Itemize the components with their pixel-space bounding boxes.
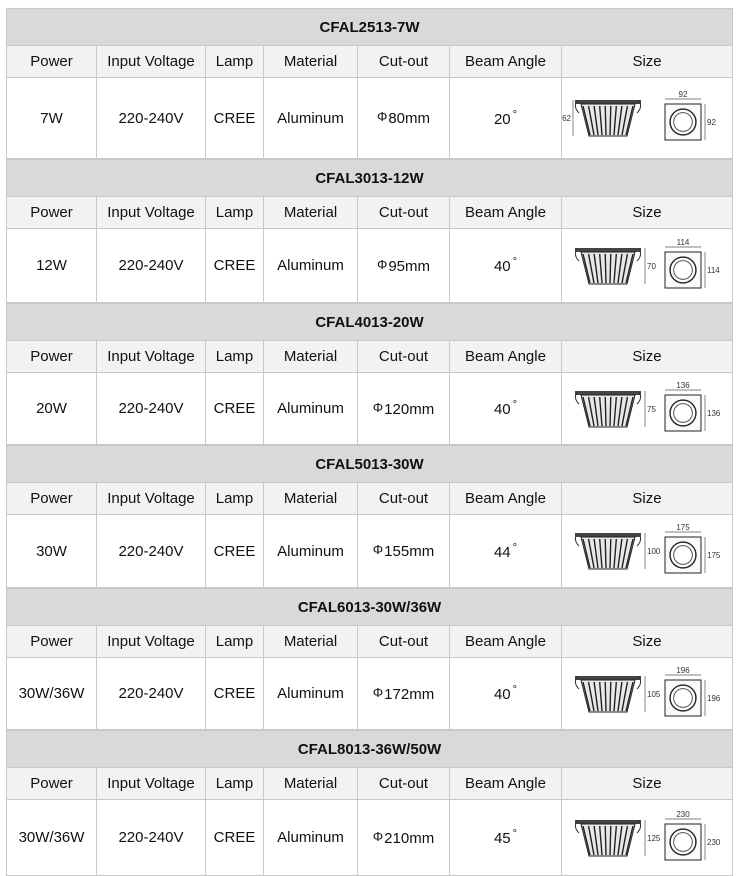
beam-angle-value [450, 800, 562, 876]
header-row [7, 46, 733, 78]
beam-angle-value [450, 373, 562, 445]
data-row [7, 515, 733, 588]
material-value: Aluminum [264, 800, 358, 876]
header-material: Material [264, 483, 358, 515]
spec-sheet [6, 8, 732, 876]
model-title: CFAL6013-30W/36W [7, 589, 733, 626]
width-dimension-label: 196 [676, 665, 690, 675]
header-size: Size [562, 46, 733, 78]
beam-angle-number: 45 [493, 830, 511, 847]
model-title: CFAL2513-7W [7, 9, 733, 46]
header-power: Power [7, 768, 97, 800]
width-dimension-label: 136 [676, 380, 690, 390]
voltage-value: 220-240V [97, 229, 206, 303]
side-dimension-label: 175 [707, 551, 721, 560]
header-lamp: Lamp [206, 483, 264, 515]
product-block [6, 730, 733, 876]
material-value: Aluminum [264, 515, 358, 588]
header-beam-angle: Beam Angle [450, 483, 562, 515]
top-view-lens [674, 260, 693, 279]
power-value: 30W [7, 515, 97, 588]
data-row [7, 658, 733, 730]
header-input-voltage: Input Voltage [97, 768, 206, 800]
header-beam-angle: Beam Angle [450, 46, 562, 78]
cutout-value [358, 800, 450, 876]
cutout-value [358, 78, 450, 159]
header-lamp: Lamp [206, 768, 264, 800]
side-dimension-label: 136 [707, 408, 721, 418]
header-size: Size [562, 341, 733, 373]
size-drawing [562, 82, 727, 154]
cutout-size: 120mm [384, 400, 435, 418]
header-material: Material [264, 46, 358, 78]
degree-symbol: ° [512, 828, 518, 840]
header-lamp: Lamp [206, 46, 264, 78]
side-dimension-label: 196 [707, 693, 721, 703]
diameter-symbol: Φ [372, 542, 384, 557]
header-row [7, 626, 733, 658]
header-beam-angle: Beam Angle [450, 341, 562, 373]
width-dimension-label: 92 [678, 90, 688, 99]
header-lamp: Lamp [206, 341, 264, 373]
size-drawing [567, 380, 727, 438]
size-cell [562, 658, 733, 730]
header-row [7, 341, 733, 373]
top-view-lens [674, 113, 693, 132]
header-row [7, 483, 733, 515]
lamp-value: CREE [206, 800, 264, 876]
material-value: Aluminum [264, 78, 358, 159]
lamp-value: CREE [206, 515, 264, 588]
beam-angle-number: 44 [493, 543, 511, 561]
side-dimension-label: 114 [707, 265, 720, 275]
side-view [575, 676, 641, 712]
voltage-value: 220-240V [97, 515, 206, 588]
side-view [575, 391, 641, 427]
size-cell [562, 78, 733, 159]
cutout-value [358, 658, 450, 730]
lamp-value: CREE [206, 373, 264, 445]
height-dimension-label: 70 [647, 261, 656, 271]
product-block [6, 8, 733, 159]
data-row [7, 800, 733, 876]
header-material: Material [264, 341, 358, 373]
cutout-size: 80mm [388, 110, 431, 127]
model-title: CFAL4013-20W [7, 304, 733, 341]
voltage-value: 220-240V [97, 658, 206, 730]
size-cell [562, 373, 733, 445]
degree-symbol: ° [512, 684, 518, 696]
degree-symbol: ° [512, 108, 518, 121]
header-power: Power [7, 626, 97, 658]
model-title-row [7, 160, 733, 197]
side-view [575, 533, 641, 569]
beam-angle-number: 40 [493, 401, 511, 418]
width-dimension-label: 230 [676, 809, 690, 819]
size-drawing [567, 663, 727, 725]
beam-angle-number: 40 [493, 258, 511, 275]
voltage-value: 220-240V [97, 800, 206, 876]
cutout-value [358, 373, 450, 445]
height-dimension-label: 105 [647, 689, 661, 699]
beam-angle-number: 40 [493, 686, 511, 703]
diameter-symbol: Φ [372, 399, 384, 415]
product-block [6, 588, 733, 730]
side-view [575, 100, 641, 136]
height-dimension-label: 100 [647, 547, 661, 556]
model-title-row [7, 9, 733, 46]
header-power: Power [7, 483, 97, 515]
header-power: Power [7, 341, 97, 373]
header-cut-out: Cut-out [358, 483, 450, 515]
power-value: 12W [7, 229, 97, 303]
top-view-lens [674, 832, 693, 851]
material-value: Aluminum [264, 229, 358, 303]
width-dimension-label: 114 [676, 237, 690, 247]
model-title-row [7, 589, 733, 626]
header-cut-out: Cut-out [358, 197, 450, 229]
top-view-lens [674, 403, 693, 422]
header-beam-angle: Beam Angle [450, 768, 562, 800]
height-dimension-label: 125 [647, 833, 661, 843]
diameter-symbol: Φ [372, 684, 384, 700]
model-title-row [7, 731, 733, 768]
material-value: Aluminum [264, 373, 358, 445]
height-dimension-label: 62 [562, 114, 572, 123]
header-beam-angle: Beam Angle [450, 626, 562, 658]
side-dimension-label: 92 [707, 118, 716, 127]
header-material: Material [264, 626, 358, 658]
header-cut-out: Cut-out [358, 626, 450, 658]
header-row [7, 197, 733, 229]
power-value: 30W/36W [7, 658, 97, 730]
side-view [575, 248, 641, 284]
header-input-voltage: Input Voltage [97, 197, 206, 229]
beam-angle-value [450, 658, 562, 730]
header-cut-out: Cut-out [358, 46, 450, 78]
data-row [7, 229, 733, 303]
cutout-value [358, 229, 450, 303]
header-cut-out: Cut-out [358, 341, 450, 373]
voltage-value: 220-240V [97, 78, 206, 159]
header-input-voltage: Input Voltage [97, 46, 206, 78]
lamp-value: CREE [206, 229, 264, 303]
beam-angle-number: 20 [493, 110, 511, 128]
beam-angle-value [450, 229, 562, 303]
header-power: Power [7, 197, 97, 229]
side-view [575, 820, 641, 856]
header-material: Material [264, 197, 358, 229]
model-title: CFAL8013-36W/50W [7, 731, 733, 768]
top-view-lens [674, 546, 693, 565]
beam-angle-value [450, 515, 562, 588]
degree-symbol: ° [512, 399, 518, 411]
product-block [6, 445, 733, 588]
header-lamp: Lamp [206, 626, 264, 658]
power-value: 20W [7, 373, 97, 445]
cutout-size: 172mm [384, 685, 435, 703]
header-lamp: Lamp [206, 197, 264, 229]
header-beam-angle: Beam Angle [450, 197, 562, 229]
header-power: Power [7, 46, 97, 78]
beam-angle-value [450, 78, 562, 159]
size-drawing [567, 235, 727, 297]
header-input-voltage: Input Voltage [97, 341, 206, 373]
diameter-symbol: Φ [372, 828, 384, 844]
size-drawing [567, 807, 727, 869]
model-title-row [7, 446, 733, 483]
degree-symbol: ° [512, 541, 518, 554]
width-dimension-label: 175 [676, 523, 690, 532]
height-dimension-label: 75 [647, 404, 656, 414]
size-cell [562, 800, 733, 876]
header-input-voltage: Input Voltage [97, 626, 206, 658]
header-row [7, 768, 733, 800]
top-view-lens [674, 688, 693, 707]
diameter-symbol: Φ [376, 256, 388, 272]
model-title-row [7, 304, 733, 341]
size-drawing [567, 522, 727, 580]
header-material: Material [264, 768, 358, 800]
product-block [6, 303, 733, 445]
material-value: Aluminum [264, 658, 358, 730]
header-size: Size [562, 197, 733, 229]
cutout-size: 155mm [384, 543, 435, 560]
voltage-value: 220-240V [97, 373, 206, 445]
power-value: 7W [7, 78, 97, 159]
power-value: 30W/36W [7, 800, 97, 876]
header-input-voltage: Input Voltage [97, 483, 206, 515]
size-cell [562, 515, 733, 588]
cutout-value [358, 515, 450, 588]
header-size: Size [562, 626, 733, 658]
header-size: Size [562, 768, 733, 800]
header-cut-out: Cut-out [358, 768, 450, 800]
side-dimension-label: 230 [707, 837, 721, 847]
degree-symbol: ° [512, 256, 518, 268]
cutout-size: 210mm [384, 829, 435, 847]
model-title: CFAL3013-12W [7, 160, 733, 197]
cutout-size: 95mm [388, 257, 431, 275]
data-row [7, 373, 733, 445]
lamp-value: CREE [206, 658, 264, 730]
size-cell [562, 229, 733, 303]
data-row [7, 78, 733, 159]
diameter-symbol: Φ [376, 109, 388, 124]
lamp-value: CREE [206, 78, 264, 159]
model-title: CFAL5013-30W [7, 446, 733, 483]
product-block [6, 159, 733, 303]
header-size: Size [562, 483, 733, 515]
